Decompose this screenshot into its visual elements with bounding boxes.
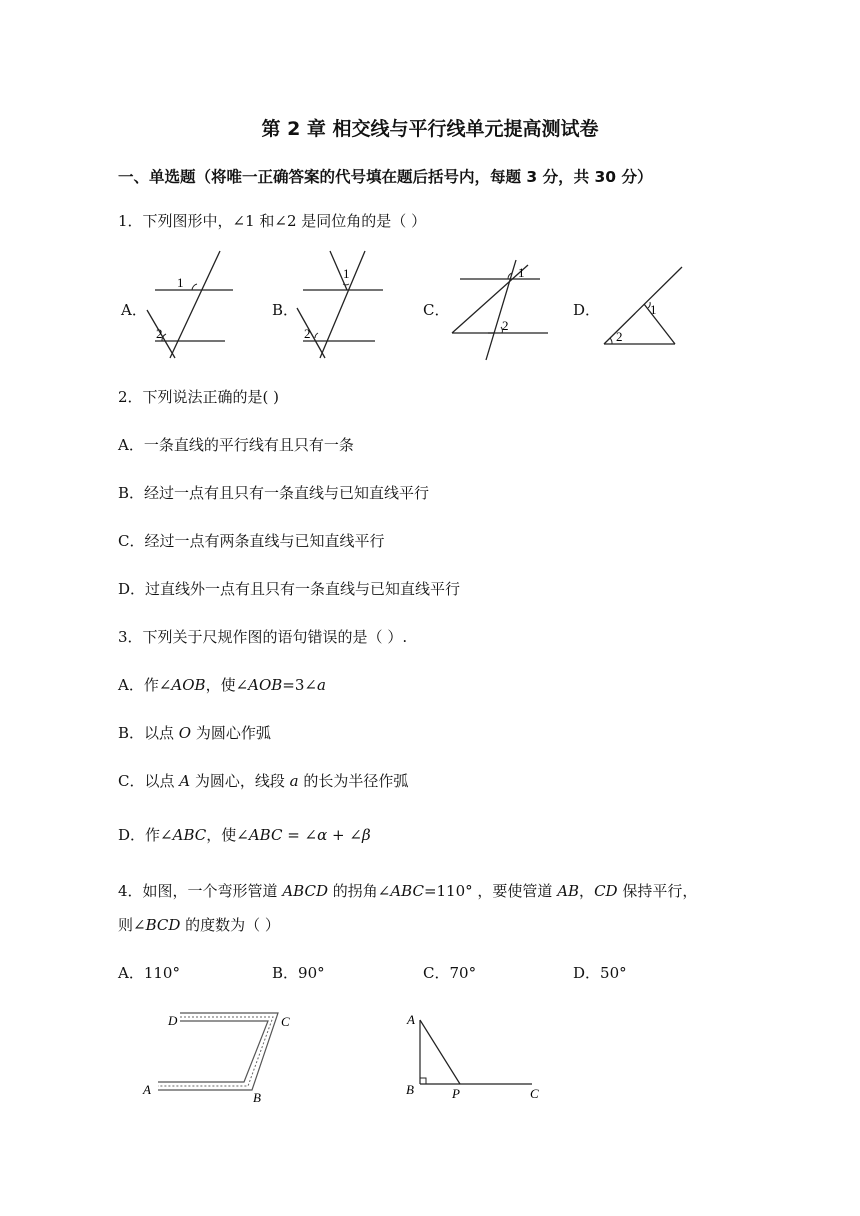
q1-figure-a <box>145 248 245 363</box>
pipe-label-c: C <box>281 1014 290 1029</box>
triangle-label-p: P <box>452 1086 460 1101</box>
section-heading: 一、单选题（将唯一正确答案的代号填在题后括号内，每题 3 分，共 30 分） <box>118 168 653 186</box>
q2-option-a: A．一条直线的平行线有且只有一条 <box>118 436 354 454</box>
q4-option-b: B．90° <box>272 964 325 982</box>
q2-option-d: D．过直线外一点有且只有一条直线与已知直线平行 <box>118 580 461 598</box>
angle-1-label: 1 <box>650 302 657 317</box>
q2-option-b: B．经过一点有且只有一条直线与已知直线平行 <box>118 484 430 502</box>
q3-option-a: A．作∠AOB，使∠AOB=3∠a <box>118 676 326 694</box>
q4-stem-line2: 则∠BCD 的度数为（ ） <box>118 916 280 934</box>
q1-option-d-label: D． <box>573 301 601 319</box>
angle-2-label: 2 <box>156 326 163 341</box>
q3-option-b: B．以点 O 为圆心作弧 <box>118 724 271 742</box>
q1-figure-c <box>448 255 548 365</box>
pipe-label-a: A <box>143 1082 151 1097</box>
q1-option-a-label: A． <box>121 301 147 319</box>
page-title: 第 2 章 相交线与平行线单元提高测试卷 <box>261 118 599 140</box>
triangle-label-b: B <box>406 1082 414 1097</box>
q1-option-b-label: B． <box>272 301 299 319</box>
q4-option-a: A．110° <box>118 964 180 982</box>
triangle-label-c: C <box>530 1086 539 1101</box>
q1-stem: 1．下列图形中，∠1 和∠2 是同位角的是（ ） <box>118 212 427 230</box>
angle-1-label: 1 <box>343 266 350 281</box>
q2-option-c: C．经过一点有两条直线与已知直线平行 <box>118 532 385 550</box>
angle-2-label: 2 <box>502 318 509 333</box>
q3-option-c: C．以点 A 为圆心，线段 a 的长为半径作弧 <box>118 772 409 790</box>
angle-1-label: 1 <box>177 275 184 290</box>
triangle-figure <box>400 1008 550 1108</box>
triangle-label-a: A <box>407 1012 415 1027</box>
q1-figure-b <box>295 248 395 363</box>
q1-figure-d <box>600 262 690 352</box>
pipe-figure <box>140 1008 310 1108</box>
q4-option-c: C．70° <box>423 964 477 982</box>
q2-stem: 2．下列说法正确的是( ) <box>118 388 280 406</box>
angle-2-label: 2 <box>616 329 623 344</box>
q3-option-d: D．作∠ABC，使∠ABC = ∠α + ∠β <box>118 826 371 844</box>
q4-option-d: D．50° <box>573 964 627 982</box>
q1-option-c-label: C． <box>423 301 450 319</box>
angle-1-label: 1 <box>518 265 525 280</box>
q3-stem: 3．下列关于尺规作图的语句错误的是（ ）. <box>118 628 408 646</box>
pipe-label-d: D <box>168 1013 178 1028</box>
angle-2-label: 2 <box>304 326 311 341</box>
q4-stem-line1: 4．如图，一个弯形管道 ABCD 的拐角∠ABC=110° ，要使管道 AB，CD 保持平行， <box>118 882 698 900</box>
pipe-label-b: B <box>253 1090 261 1105</box>
